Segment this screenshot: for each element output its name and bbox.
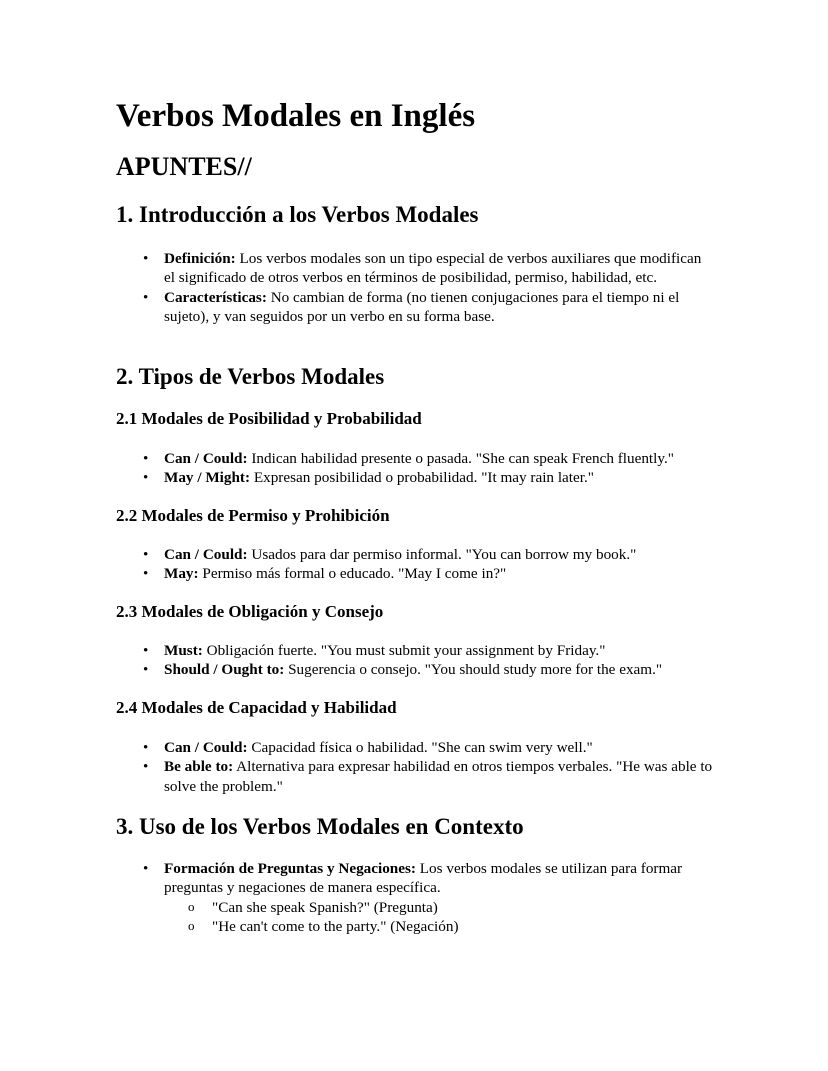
list-item: [164, 738, 714, 757]
section-1-list: [164, 249, 714, 326]
list-item: [164, 859, 714, 936]
item-text: Indican habilidad presente o pasada. "She can speak French fluently.": [247, 450, 674, 467]
item-text: Usados para dar permiso informal. "You can borrow my book.": [247, 546, 637, 563]
list-item: [164, 468, 714, 487]
item-term: Must:: [164, 642, 203, 659]
section-2-1-list: [164, 449, 714, 488]
item-text: Obligación fuerte. "You must submit your assignment by Friday.": [202, 642, 606, 659]
item-text: Capacidad física o habilidad. "She can swim very well.": [247, 739, 593, 756]
item-term: Be able to:: [164, 758, 234, 776]
list-item: [164, 641, 714, 660]
list-item: [164, 757, 714, 796]
item-text: Permiso más formal o educado. "May I come in?": [198, 565, 507, 583]
section-2-1-heading: 2.1 Modales de Posibilidad y Probabilidad: [116, 409, 422, 428]
section-2-4-heading: 2.4 Modales de Capacidad y Habilidad: [116, 698, 397, 717]
sub-list-item: o "He can't come to the party." (Negación): [212, 917, 714, 936]
item-term: Can / Could:: [164, 450, 248, 467]
list-item: [164, 449, 714, 468]
item-term: Can / Could:: [164, 739, 248, 756]
section-3-sublist: [164, 898, 714, 937]
document-title: Verbos Modales en Inglés: [116, 98, 476, 134]
section-2-heading: 2. Tipos de Verbos Modales: [116, 364, 385, 389]
section-2-2-heading: 2.2 Modales de Permiso y Prohibición: [116, 506, 390, 525]
item-term: May / Might:: [164, 469, 251, 487]
item-text: Expresan posibilidad o probabilidad. "It may rain later.": [250, 469, 594, 487]
list-item: [164, 249, 714, 288]
section-2-2-list: [164, 545, 714, 584]
section-2-3-list: [164, 641, 714, 680]
item-term: Can / Could:: [164, 546, 248, 563]
item-text: No cambian de forma (no tienen conjugaciones para el tiempo ni el sujeto), y van seguidos por un verbo en su forma base.: [164, 288, 680, 325]
list-item: [164, 660, 714, 679]
section-3-heading: 3. Uso de los Verbos Modales en Contexto: [116, 814, 524, 839]
list-item: [164, 545, 714, 564]
section-2-4-list: [164, 738, 714, 796]
item-text: Alternativa para expresar habilidad en otros tiempos verbales. "He was able to solve the problem.": [164, 758, 713, 795]
item-term: Características:: [164, 288, 267, 306]
item-text: Los verbos modales se utilizan para formar preguntas y negaciones de manera específica.: [164, 860, 683, 897]
list-item: [164, 564, 714, 583]
item-term: May:: [164, 565, 199, 583]
section-2-3-heading: 2.3 Modales de Obligación y Consejo: [116, 602, 384, 621]
document-subtitle: APUNTES//: [116, 152, 252, 181]
item-term: Should / Ought to:: [164, 661, 285, 679]
sub-list-item: o "Can she speak Spanish?" (Pregunta): [212, 898, 714, 917]
item-text: Sugerencia o consejo. "You should study more for the exam.": [284, 661, 663, 679]
section-3-list: [164, 859, 714, 936]
item-term: Definición:: [164, 250, 236, 267]
item-term: Formación de Preguntas y Negaciones:: [164, 860, 416, 877]
item-text: Los verbos modales son un tipo especial de verbos auxiliares que modifican el significado de otros verbos en términos de posibilidad, permiso, habilidad, etc.: [164, 250, 702, 287]
section-1-heading: 1. Introducción a los Verbos Modales: [116, 202, 479, 227]
list-item: [164, 288, 714, 327]
